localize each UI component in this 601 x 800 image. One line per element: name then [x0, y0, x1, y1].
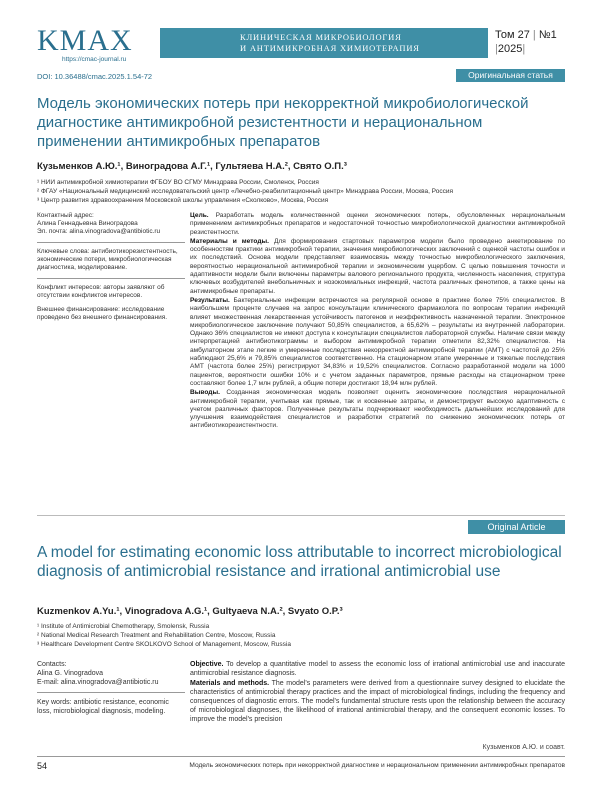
- journal-name-line1: КЛИНИЧЕСКАЯ МИКРОБИОЛОГИЯ: [240, 32, 488, 43]
- abstract-methods-ru: Материалы и методы. Для формирования стартовых параметров модели было проведено анкетирование по особенностям практики антимикробной терапии, значения микробиологических заключений с оценкой частоты ошибок и их последствий. Основа модели представляет взаимосвязь между точностью микробиологического заключения, вероятностью нерациональной антимикробной терапии и экономическим ущербом. С целью повышения точности и адаптивности модели были включены параметры валового регионального продукта, численность населения, структура ключевых возбудителей внебольничных и нозокомиальных инфекций, частота различных фенотипов, а также цены на антимикробные препараты.: [190, 238, 565, 296]
- abstract-objective-en: Objective. To develop a quantitative model to assess the economic loss of irrational antimicrobial use and inaccurate antimicrobial resistance diagnosis.: [190, 660, 565, 678]
- affiliation-ru-3: ³ Центр развития здравоохранения Московской школы управления «Сколково», Москва, Россия: [37, 196, 565, 205]
- affiliations-en: [37, 622, 565, 649]
- section-divider: [37, 515, 565, 516]
- authors-en: Kuzmenkov A.Yu.¹, Vinogradova A.G.¹, Gultyaeva N.A.², Svyato O.P.³: [37, 606, 343, 617]
- sidebar-ru: [37, 212, 185, 328]
- footer-divider: [37, 756, 565, 757]
- footer-title: Модель экономических потерь при некорректной диагностике и нерациональном применении антимикробных препаратов: [80, 762, 565, 769]
- article-title-en: A model for estimating economic loss attributable to incorrect microbiological diagnosis of antimicrobial resistance and irrational antimicrobial use: [37, 544, 565, 581]
- abstract-results-ru: Результаты. Бактериальные инфекции встречаются на регулярной основе в практике более 75% специалистов. В наибольшем проценте случаев на запрос консультации клинического фармаколога по вопросам терапии инфекций влияет множественная лекарственная устойчивость патогенов и неэффективность назначенной терапии. Электронное микробиологическое заключение получают 50,85% специалистов, а 65,62% – результаты из внутренней лаборатории. Однако 36% специалистов не имеют доступа к консультации специалистов лабораторной службы. Наличие связи между интерпретацией антибиотикограммы и выбором антимикробной терапии отметили 82,32% специалистов. На амбулаторном этапе легкие и умеренные последствия некорректной антимикробной терапии (АМТ) с частотой до 25% наблюдают 25,6% и 79,85% специалистов соответственно. На стационарном этапе умеренные и тяжелые последствия АМТ (частота более 25%) регистрируют 34,83% и 19,52% специалистов. Согласно разработанной модели на 1000 пациентов, вероятности ошибки 10% и с учетом заданных параметров, прямые расходы на стационарном треке составляют более 1,7 млн рублей, а общие потери достигают 18,94 млн рублей.: [190, 297, 565, 388]
- divider: [37, 692, 185, 693]
- volume-info: Том 27 | №1 |2025|: [495, 28, 565, 56]
- doi[interactable]: DOI: 10.36488/cmac.2025.1.54-72: [37, 72, 152, 81]
- page-number: 54: [37, 761, 47, 771]
- volume: Том 27: [495, 29, 530, 41]
- abstract-conclusions-ru: Выводы. Созданная экономическая модель позволяет оценить экономические последствия нерациональной антимикробной терапии, учитывая как прямые, так и косвенные затраты, и демонстрирует высокую адаптивность с учетом различных факторов. Полученные результаты подчеркивают необходимость дальнейших исследований для улучшения взаимодействия специалистов и разработки стратегий по снижению экономических потерь от антибиотикорезистентности.: [190, 389, 565, 430]
- affiliations-ru: [37, 178, 565, 205]
- abstract-en: [190, 660, 565, 725]
- contact-email-en[interactable]: E-mail: alina.vinogradova@antibiotic.ru: [37, 678, 185, 687]
- abstract-methods-en: Materials and methods. The model's parameters were derived from a questionnaire survey designed to elucidate the characteristics of antimicrobial therapy practices and the impact of microbiological findings, including the frequency and consequences of diagnostic errors. The model's fundamental structure rests upon the relationship between the accuracy of microbiological diagnoses, the likelihood of irrational antimicrobial therapy, and the consequent economic losses. To improve the model's precision: [190, 679, 565, 724]
- affiliation-ru-2: ² ФГАУ «Национальный медицинский исследовательский центр «Лечебно-реабилитационный центр» Минздрава России, Москва, Россия: [37, 187, 565, 196]
- article-title-ru: Модель экономических потерь при некорректной микробиологической диагностике антимикробной резистентности и нерациональном применении антимикробных препаратов: [37, 94, 565, 151]
- journal-url[interactable]: https://cmac-journal.ru: [62, 56, 126, 63]
- divider: [37, 242, 185, 243]
- contact-label-ru: Контактный адрес:: [37, 212, 185, 220]
- authors-ru: Кузьменков А.Ю.¹, Виноградова А.Г.¹, Гультяева Н.А.², Свято О.П.³: [37, 161, 347, 172]
- journal-name-line2: И АНТИМИКРОБНАЯ ХИМИОТЕРАПИЯ: [240, 43, 488, 54]
- conflict-ru: Конфликт интересов: авторы заявляют об отсутствии конфликтов интересов.: [37, 284, 185, 300]
- divider: [37, 278, 185, 279]
- article-type-badge-ru: Оригинальная статья: [456, 69, 565, 82]
- keywords-ru: Ключевые слова: антибиотикорезистентность, экономические потери, микробиологическая диагностика, моделирование.: [37, 248, 185, 272]
- funding-ru: Внешнее финансирование: исследование проведено без внешнего финансирования.: [37, 306, 185, 322]
- contact-block-ru: [37, 212, 185, 236]
- abstract-aim-ru: Цель. Разработать модель количественной оценки экономических потерь, обусловленных нерациональным применением антимикробных препаратов и недостаточной точностью микробиологической диагностики антимикробной резистентности.: [190, 212, 565, 237]
- affiliation-ru-1: ¹ НИИ антимикробной химиотерапии ФГБОУ ВО СГМУ Минздрава России, Смоленск, Россия: [37, 178, 565, 187]
- contact-name-ru: Алина Геннадьевна Виноградова: [37, 220, 185, 228]
- contacts-label-en: Contacts:: [37, 660, 185, 669]
- affiliation-en-1: ¹ Institute of Antimicrobial Chemotherapy, Smolensk, Russia: [37, 622, 565, 631]
- contact-name-en: Alina G. Vinogradova: [37, 669, 185, 678]
- running-head: Кузьменков А.Ю. и соавт.: [37, 744, 565, 751]
- sidebar-en: [37, 660, 185, 716]
- year: 2025: [498, 43, 522, 55]
- keywords-en: Key words: antibiotic resistance, economic loss, microbiological diagnosis, modeling.: [37, 698, 185, 716]
- contact-email-ru[interactable]: Эл. почта: alina.vinogradova@antibiotic.ru: [37, 228, 185, 236]
- affiliation-en-3: ³ Healthcare Development Centre SKOLKOVO School of Management, Moscow, Russia: [37, 640, 565, 649]
- journal-banner: [160, 28, 488, 58]
- affiliation-en-2: ² National Medical Research Treatment and Rehabilitation Centre, Moscow, Russia: [37, 631, 565, 640]
- abstract-ru: [190, 212, 565, 432]
- article-type-badge-en: Original Article: [468, 520, 565, 534]
- journal-logo: KMAX: [37, 26, 133, 56]
- issue: №1: [539, 29, 557, 41]
